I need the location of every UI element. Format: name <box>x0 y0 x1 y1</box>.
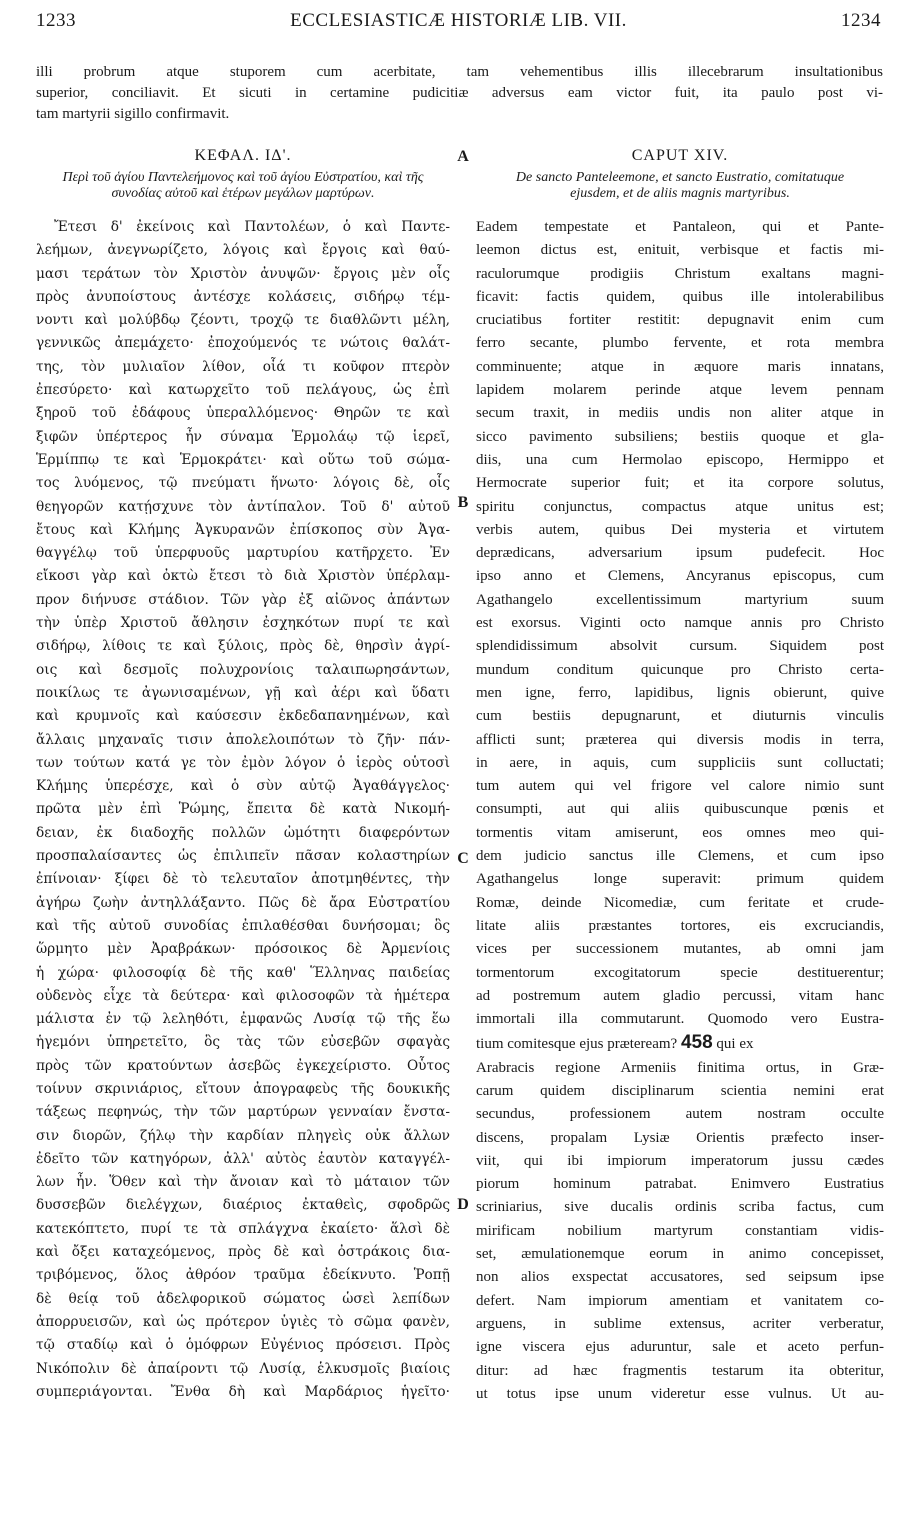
greek-chapter-heading: ΚΕΦΑΛ. ΙΔ'. <box>194 147 292 164</box>
latin-text-line: arguens, in sublime extensus, acriter verberatur, <box>476 1315 884 1332</box>
greek-text-line: πρῶτα μὲν ἐπὶ Ῥώμης, ἔπειτα δὲ κατὰ Νικομή- <box>36 801 450 818</box>
latin-text-line: discens, propalam Lysiæ Orientis præfecto inser- <box>476 1129 884 1146</box>
latin-text-line: afflicti sunt; præterea qui diversis modis in terra, <box>476 731 884 748</box>
greek-text-line: προσπαλαίσαντες ὡς ἐπιλιπεῖν πᾶσαν κολαστηρίων <box>36 848 450 865</box>
intro-line: illi probrum atque stuporem cum acerbitate, tam vehementibus illis illecebrarum insultationibus <box>36 64 883 80</box>
latin-text-line: defert. Nam impiorum amentiam et vanitatem co- <box>476 1292 884 1309</box>
latin-text-line: diis, una cum Hermolao episcopo, Hermippo et <box>476 451 884 468</box>
latin-text-line: tormentis vitam amiserunt, eos omnes meo qui- <box>476 824 884 841</box>
greek-text-line: ἄλλαις μηχαναῖς τισιν ἀπολελοιπότων τὸ ζῆν· πάν- <box>36 731 450 748</box>
greek-text-line: λεήμων, ἀνεγνωρίζετο, λόγοις καὶ ἔργοις καὶ θαύ- <box>36 242 450 259</box>
latin-text-line: scriniarius, sive ducalis ordinis scriba factus, cum <box>476 1199 884 1216</box>
greek-text-line: ξιφῶν ὑπέρτερος ἦν σύναμα Ἑρμολάῳ τῷ ἱερεῖ, <box>36 428 450 445</box>
greek-text-line: τος λυόμενος, τῷ πνεύματι ἥνωτο· λόγοις δὲ, οἷς <box>36 475 450 492</box>
latin-text-line: ditur: ad hæc fragmentis testarum ita obteritur, <box>476 1362 884 1379</box>
greek-text-line: Ἑρμίππῳ τε καὶ Ἑρμοκράτει· καὶ οὕτω τοῦ σώμα- <box>36 451 450 468</box>
latin-text-line: viit, qui ibi impiorum imperatorum jussu cædes <box>476 1152 884 1169</box>
greek-text-line: πρὸς ἀνυποίστους ἀντέσχε κολάσεις, σιδήρῳ τέμ- <box>36 288 450 305</box>
greek-column <box>36 144 450 1404</box>
greek-text-line: δειαν, ἐκ διαδοχῆς πολλῶν ὠμότητι διαφερόντων <box>36 824 450 841</box>
latin-text-line: verbis autem, quibus Dei mysteria et virtutem <box>476 521 884 538</box>
greek-text-line: τάξεως πεφηνώς, τὴν τῶν μαρτύρων γενναίαν ἔνστα- <box>36 1104 450 1121</box>
latin-text-line: splendidissimum absolvit cursum. Siquidem post <box>476 638 884 655</box>
latin-chapter-heading: CAPUT XIV. <box>631 147 729 164</box>
latin-text-line: Hermocrate superior fuit; et ita corpore solutus, <box>476 475 884 492</box>
greek-text-line: Ἔτεσι δ' ἐκείνοις καὶ Παντολέων, ὁ καὶ Παντε- <box>54 219 450 235</box>
greek-text-line: οὐδενὸς εἶχε τὰ δεύτερα· καὶ φιλοσοφῶν τὰ ἡμέτερα <box>36 987 450 1004</box>
latin-text-line: tormentorum excogitatorum specie destituerentur; <box>476 964 884 981</box>
latin-text-line: consumpti, aut qui aliis quibuscunque pœnis et <box>476 801 884 818</box>
page-number-left: 1233 <box>36 10 76 31</box>
latin-text-line: cruciatibus fortiter restitit: depugnavit enim cum <box>476 312 884 329</box>
greek-text-line: της, τὸν μυλιαῖον λίθον, οἷά τι κοῦφον πτερὸν <box>36 358 450 375</box>
latin-text-line: deprædicans, adversarium ipsum pudefecit. Hoc <box>476 545 884 562</box>
page-number-right: 1234 <box>841 10 881 31</box>
latin-text-line: secum traxit, in mediis undis non aliter atque in <box>476 405 884 422</box>
greek-text-line: ξηροῦ τοῦ ἐδάφους ὑπεραλλόμενος· Θηρῶν τε καὶ <box>36 405 450 422</box>
latin-body-text <box>476 216 884 1406</box>
margin-marker-a: A <box>457 148 469 165</box>
latin-text-line: secundus, professionem autem nostram occulte <box>476 1106 884 1123</box>
margin-marker-d: D <box>457 1196 469 1213</box>
greek-body-text <box>36 216 450 1404</box>
greek-text-line: ποικίλως τε ἀγωνισαμένων, γῇ καὶ ἀέρι καὶ ὕδατι <box>36 684 450 701</box>
greek-text-line: ἐδεῖτο τῶν κατηγόρων, ἀλλ' αὐτὸς ἑαυτὸν καταγγέλ- <box>36 1150 450 1167</box>
latin-text-line: mirificam nobilium martyrum constantiam vidis- <box>476 1222 884 1239</box>
greek-text-line: τὴν ὑπὲρ Χριστοῦ ἄθλησιν ἐσχηκότων πυρί τε καὶ <box>36 615 450 632</box>
latin-text-line: immortali illa commutarunt. Quomodo vero Eustra- <box>476 1011 884 1028</box>
latin-text-line: leemon dictus est, enituit, verbisque et factis mi- <box>476 242 884 259</box>
greek-text-line: δὲ θείᾳ τοῦ ἀδελφορικοῦ σώματος ὡσεὶ λεπίδων <box>36 1290 450 1307</box>
greek-text-line: πρὸς τῶν κρατούντων ἀσεβῶς ἐγκεχείριστο. Οὗτος <box>36 1057 450 1074</box>
greek-text-line: ἀγήρω ζωὴν ἀντηλλάξαντο. Πῶς δὲ ἄρα Εὐστρατίου <box>36 894 450 911</box>
latin-text-fragment: qui ex <box>716 1036 754 1053</box>
latin-text-line: cum bestiis depugnarunt, et diuturnis vinculis <box>476 708 884 725</box>
latin-text-line: litate aliis præstantes tortores, eis excruciandis, <box>476 917 884 934</box>
latin-text-line: igne viscera ejus aduruntur, sale et aceto perfun- <box>476 1339 884 1356</box>
latin-text-line: Arabracis regione Armeniis finitima ortus, in Græ- <box>476 1059 884 1076</box>
latin-text-line: ipso anno et Clemens, Ancyranus episcopus, cum <box>476 568 884 585</box>
greek-text-line: ἔτους καὶ Κλήμης Ἀγκυρανῶν ἐπίσκοπος σὺν Ἀγα- <box>36 521 450 538</box>
greek-text-line: ὥρμητο μὲν Ἀραβράκων· πρόσοικος δὲ Ἀρμενίοις <box>36 941 450 958</box>
intro-line: tam martyrii sigillo confirmavit. <box>36 106 230 122</box>
greek-text-line: προν διήνυσε στάδιον. Τῶν γὰρ ἐξ αἰῶνος ἁπάντων <box>36 591 450 608</box>
latin-text-line: spiritu conjunctus, compactus atque unitus est; <box>476 498 884 515</box>
latin-text-line: tum autem qui vel frigore vel calore nimio sunt <box>476 778 884 795</box>
latin-text-line: vices per successionem mutantes, ab omni jam <box>476 941 884 958</box>
latin-text-line: est exorsus. Viginti octo namque annis pro Christo <box>476 615 884 632</box>
greek-text-line: συμπεριάγονται. Ἔνθα δὴ καὶ Μαρδάριος ἡγεῖτο· <box>36 1383 450 1400</box>
greek-text-line: τῷ σταδίῳ καὶ ὁ ὁμόφρων Εὐγένιος πρόσεισι. Πρὸς <box>36 1337 450 1354</box>
latin-text-line: Eadem tempestate et Pantaleon, qui et Pante- <box>476 219 884 235</box>
latin-text-line: ferro secante, plumbo fervente, et rota membra <box>476 335 884 352</box>
latin-text-fragment: tium comitesque ejus præteream? <box>476 1036 678 1053</box>
latin-text-line: Romæ, deinde Nicomediæ, cum feritate et crude- <box>476 894 884 911</box>
intro-line: superior, conciliavit. Et sicuti in certamine pudicitiæ adversus eam victor fuit, ita paulo post vi- <box>36 85 883 101</box>
greek-text-line: νοντι καὶ μολύβδῳ ζέοντι, τροχῷ τε διαθλῶντι μέλη, <box>36 312 450 329</box>
greek-text-line: καὶ ὄξει καταχεόμενος, πρὸς δὲ καὶ ὀστράκοις δια- <box>36 1244 450 1261</box>
greek-chapter-subtitle: Περὶ τοῦ ἁγίου Παντελεήμονος καὶ τοῦ ἁγίου Εὐστρατίου, καὶ τῆς συνοδίας αὐτοῦ καὶ ἑτέρων μεγάλων μαρτύρων. <box>62 170 424 201</box>
greek-text-line: οις καὶ δεσμοῖς πολυχρονίοις ταλαιπωρησάντων, <box>36 661 450 678</box>
greek-text-line: καὶ τῆς αὐτοῦ συνοδίας ἐπιλαθέσθαι δυνήσομαι; ὃς <box>36 917 450 934</box>
greek-text-line: ἡγεμόνι ὑπηρετεῖτο, ὃς τὰς τῶν εὐσεβῶν σφαγὰς <box>36 1034 450 1051</box>
latin-text-line: lapidem molarem perinde atque levem pennam <box>476 382 884 399</box>
greek-text-line: Κλήμης ὑπερέσχε, καὶ ὁ σὺν αὐτῷ Ἀγαθάγγελος· <box>36 778 450 795</box>
intro-paragraph <box>36 62 883 125</box>
greek-text-line: δυσσεβῶν διελέγχων, διαέριος ἐκταθεὶς, σφοδρῶς <box>36 1197 450 1214</box>
greek-text-line: μασι τεράτων τὸν Χριστὸν ἀνυψῶν· ἔργοις μὲν οἷς <box>36 265 450 282</box>
page-reference-number: 458 <box>680 1032 713 1054</box>
latin-text-line: in aere, in aquis, cum suppliciis sunt colluctati; <box>476 754 884 771</box>
latin-text-line: dem judicio sanctus ille Clemens, et cum ipso <box>476 848 884 865</box>
latin-text-line: men igne, ferro, lapidibus, lignis obierunt, quive <box>476 684 884 701</box>
greek-text-line: ἡ χώρα· φιλοσοφίᾳ δὲ τῆς καθ' Ἕλληνας παιδείας <box>36 964 450 981</box>
greek-text-line: ἀπορρυεισῶν, καὶ ὡς πρότερον ὑγιὲς τὸ σῶμα φανὲν, <box>36 1313 450 1330</box>
latin-text-line: set, æmulationemque eorum in animo concepisset, <box>476 1246 884 1263</box>
latin-text-line: mundum conditum quicunque pro Christo certa- <box>476 661 884 678</box>
margin-marker-c: C <box>457 850 469 867</box>
latin-text-line: Agathangelo excellentissimum martyrium suum <box>476 591 884 608</box>
greek-text-line: των τούτων κατά γε τὸν ἐμὸν λόγον ὁ ἱερὸς οὑτοσὶ <box>36 754 450 771</box>
greek-text-line: καὶ κρυμνοῖς καὶ καύσεσιν ἐκδεδαπανημένων, καὶ <box>36 708 450 725</box>
greek-text-line: λων ἦν. Ὅθεν καὶ τὴν ἄνοιαν καὶ τὸ μάταιον τῶν <box>36 1174 450 1191</box>
latin-chapter-subtitle: De sancto Panteleemone, et sancto Eustratio, comitatuque ejusdem, et de aliis magnis martyribus. <box>515 170 845 201</box>
greek-text-line: ἐπεσύρετο· καὶ κατωρχεῖτο τοῦ πελάγους, ὡς ἐπὶ <box>36 382 450 399</box>
latin-text-line: non alios exspectat accusatores, sed seipsum ipse <box>476 1269 884 1286</box>
greek-text-line: τριβόμενος, ὅλος ἀθρόον τραῦμα ἐδείκνυτο. Ῥοπῇ <box>36 1267 450 1284</box>
greek-text-line: μάλιστα ἐν τῷ λεληθότι, ἐμφανῶς Λυσίᾳ τῷ τῆς ἕω <box>36 1011 450 1028</box>
greek-text-line: σιδήρῳ, λίθοις τε καὶ ξύλοις, πρὸς δὲ, θηρσὶν ἀγρί- <box>36 638 450 655</box>
latin-text-line: ut totus ipse unum videretur esse vulnus. Ut au- <box>476 1385 884 1402</box>
greek-text-line: Νικόπολιν δὲ ἀπαίροντι τῷ Λυσίᾳ, ἑλκυσμοῖς βιαίοις <box>36 1360 450 1377</box>
latin-text-line: carum quidem disciplinarum scientia nemini erat <box>476 1082 884 1099</box>
greek-text-line: θεηγορῶν κατῄσχυνε τὸν ἀντίπαλον. Τοῦ δ' αὐτοῦ <box>36 498 450 515</box>
greek-text-line: γεννικῶς ἀπεμάχετο· ἐποχούμενός τε νώτοις θαλάτ- <box>36 335 450 352</box>
greek-text-line: εἴκοσι γὰρ καὶ ὀκτὼ ἔτεσι τὸ διὰ Χριστὸν ὑπέρλαμ- <box>36 568 450 585</box>
latin-column <box>476 144 884 1406</box>
running-title: ECCLESIASTICÆ HISTORIÆ LIB. VII. <box>290 10 627 31</box>
greek-text-line: τοίνυν σκρινιάριος, εἴτουν ἀπογραφεὺς τῆς δουκικῆς <box>36 1080 450 1097</box>
latin-text-line: ficavit: factis quidem, quibus ille intolerabilibus <box>476 288 884 305</box>
greek-text-line: σιν διορῶν, ζήλῳ τὴν καρδίαν πληγεὶς οὐκ ἄλλων <box>36 1127 450 1144</box>
running-head <box>36 10 881 42</box>
greek-text-line: θαγγέλῳ τοῦ ὑπερφυοῦς μαρτυρίου κατῆρχετο. Ἐν <box>36 545 450 562</box>
margin-marker-b: B <box>457 494 469 511</box>
latin-text-line <box>476 1031 884 1056</box>
greek-text-line: ἐπίνοιαν· ξίφει δὲ τὸ τελευταῖον ἀποτμηθέντες, τὴν <box>36 871 450 888</box>
greek-text-line: κατεκόπτετο, πυρί τε τὰ σπλάγχνα ἐκαίετο· ἅλσὶ δὲ <box>36 1220 450 1237</box>
latin-text-line: raculorumque prodigiis Christum exaltans magni- <box>476 265 884 282</box>
latin-text-line: sicco pavimento subsiliens; bestiis quoque et gla- <box>476 428 884 445</box>
latin-text-line: comminuente; atque in æquore maris innatans, <box>476 358 884 375</box>
latin-text-line: piorum hominum patrabat. Enimvero Eustratius <box>476 1176 884 1193</box>
latin-text-line: ad postremum autem gladio percussi, vitam hanc <box>476 987 884 1004</box>
latin-text-line: Agathangelus longe superavit: primum quidem <box>476 871 884 888</box>
